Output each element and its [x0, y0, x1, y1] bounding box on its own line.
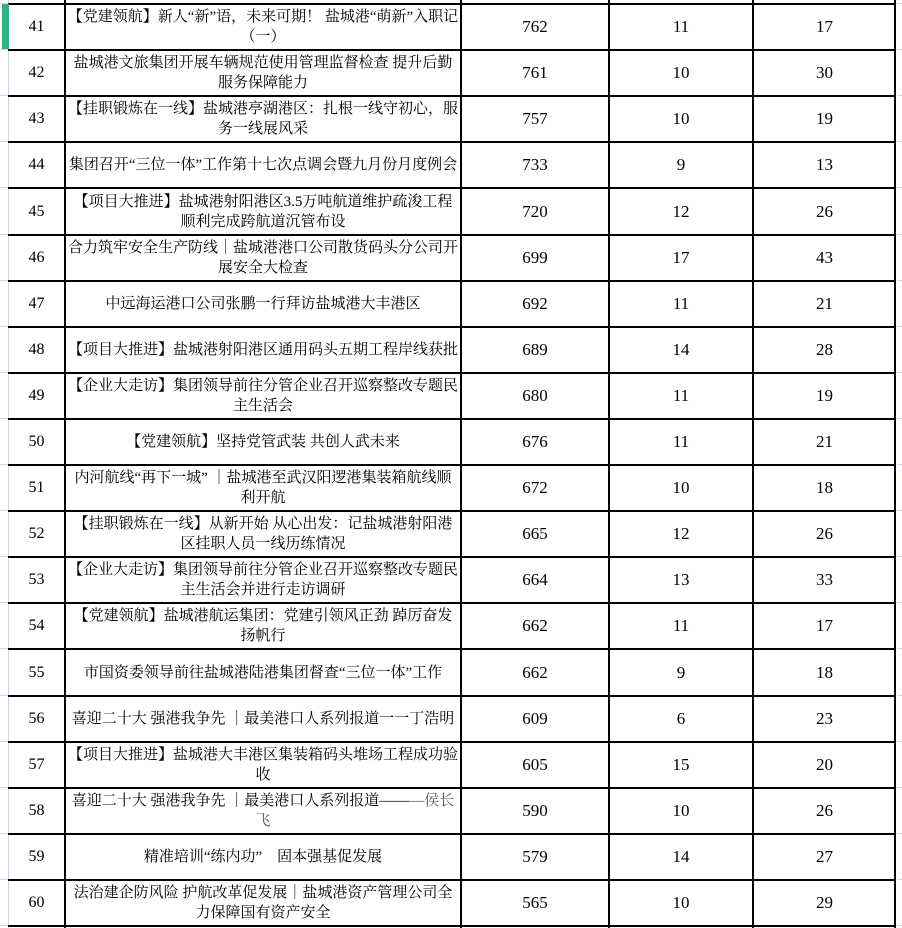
row-border	[8, 879, 896, 881]
row-border	[8, 648, 896, 650]
gridline-stub	[0, 510, 8, 511]
row-border	[8, 187, 896, 189]
row-border	[8, 602, 896, 604]
gridline-stub	[897, 372, 902, 373]
row-border	[8, 787, 896, 789]
gridline-stub	[897, 326, 902, 327]
column-border-2	[460, 0, 462, 928]
gridline-stub	[0, 741, 8, 742]
value-cell-2[interactable]: 9	[676, 155, 686, 174]
row-number-cell[interactable]: 48	[28, 341, 45, 358]
title-cell[interactable]	[65, 374, 461, 418]
row-number-cell[interactable]: 49	[28, 387, 45, 404]
value-cell-1[interactable]: 609	[522, 709, 548, 728]
table-row	[8, 650, 896, 695]
row-border	[8, 326, 896, 328]
value-cell-3[interactable]: 26	[816, 801, 833, 820]
value-cell-1[interactable]: 579	[522, 847, 548, 866]
gridline-stub	[0, 141, 8, 142]
table-row	[8, 189, 896, 234]
title-cell[interactable]	[65, 420, 461, 464]
gridline-stub	[897, 602, 902, 603]
gridline-stub	[0, 326, 8, 327]
title-text: 【项目大推进】盐城港射阳港区3.5万吨航道维护疏浚工程顺利完成跨航道沉管布设	[73, 193, 453, 230]
value-cell-1[interactable]: 757	[522, 109, 548, 128]
title-cell[interactable]	[65, 189, 461, 234]
value-cell-2[interactable]: 11	[672, 17, 690, 36]
row-number-cell[interactable]: 47	[28, 295, 45, 312]
value-cell-3[interactable]: 18	[816, 478, 833, 497]
gridline-stub	[897, 556, 902, 557]
title-text: 集团召开“三位一体”工作第十七次点调会暨九月份月度例会	[68, 157, 458, 173]
gridline-stub	[897, 418, 902, 419]
title-cell[interactable]	[65, 743, 461, 787]
row-border	[8, 510, 896, 512]
row-border	[8, 741, 896, 743]
gridline-stub	[897, 787, 902, 788]
value-cell-1[interactable]: 662	[522, 662, 548, 682]
value-cell-1[interactable]: 676	[522, 432, 548, 451]
title-text: 【项目大推进】盐城港射阳港区通用码头五期工程岸线获批	[67, 342, 458, 358]
title-cell[interactable]	[65, 835, 461, 879]
value-cell-2[interactable]: 10	[672, 478, 690, 497]
gridline-stub	[897, 3, 902, 4]
gridline-stub	[897, 464, 902, 465]
value-cell-2[interactable]: 11	[672, 616, 690, 635]
value-cell-3[interactable]: 18	[816, 662, 833, 682]
gridline-stub	[0, 879, 8, 880]
table-row	[8, 5, 896, 49]
value-cell-3[interactable]: 13	[816, 155, 833, 174]
gridline-stub	[897, 280, 902, 281]
value-cell-2[interactable]: 14	[672, 340, 690, 359]
value-cell-3[interactable]: 17	[816, 17, 833, 36]
value-cell-2[interactable]: 10	[672, 109, 690, 128]
table-row	[8, 51, 896, 95]
value-cell-3[interactable]: 28	[816, 340, 833, 359]
gridline-stub	[897, 925, 902, 926]
title-cell[interactable]	[65, 697, 461, 741]
value-cell-1[interactable]: 680	[522, 386, 548, 405]
title-text: 【挂职锻炼在一线】从新开始 从心出发：记盐城港射阳港区挂职人员一线历练情况	[73, 516, 453, 552]
row-number-cell[interactable]: 51	[28, 479, 45, 496]
column-border-5	[894, 0, 896, 928]
title-cell[interactable]	[65, 789, 461, 833]
value-cell-1[interactable]: 720	[522, 201, 548, 221]
table-row	[8, 466, 896, 510]
table-row	[8, 328, 896, 372]
gridline-stub	[0, 925, 8, 926]
table-row	[8, 282, 896, 326]
row-number-cell[interactable]: 52	[28, 525, 45, 542]
title-cell[interactable]	[65, 881, 461, 925]
value-cell-3[interactable]: 19	[816, 109, 833, 128]
title-text: 内河航线“再下一城” ｜盐城港至武汉阳逻港集装箱航线顺利开航	[74, 470, 452, 506]
value-cell-2[interactable]: 14	[672, 847, 690, 866]
gridline-stub	[897, 49, 902, 50]
gridline-stub	[897, 833, 902, 834]
gridline-stub	[0, 648, 8, 649]
value-cell-3[interactable]: 43	[816, 248, 833, 267]
value-cell-3[interactable]: 26	[816, 524, 833, 543]
title-text: 市国资委领导前往盐城港陆港集团督查“三位一体”工作	[83, 664, 443, 681]
title-text: 【党建领航】坚持党管武装 共创人武未来	[126, 434, 400, 450]
gridline-stub	[897, 510, 902, 511]
value-cell-2[interactable]: 12	[672, 201, 690, 221]
value-cell-3[interactable]: 23	[816, 709, 833, 728]
title-text: 【党建领航】新人“新”语，未来可期！ 盐城港“萌新”入职记（一）	[67, 9, 459, 45]
row-number-cell[interactable]: 45	[28, 202, 45, 220]
title-text: 【企业大走访】集团领导前往分管企业召开巡察整改专题民主生活会并进行走访调研	[67, 562, 458, 598]
title-cell[interactable]	[65, 51, 461, 95]
value-cell-2[interactable]: 17	[672, 248, 690, 267]
gridline-stub	[0, 695, 8, 696]
value-cell-3[interactable]: 27	[816, 847, 833, 866]
title-text: 法治建企防风险 护航改革促发展｜盐城港资产管理公司全力保障国有资产安全	[73, 885, 453, 921]
value-cell-2[interactable]: 11	[672, 294, 690, 313]
row-border	[8, 3, 896, 5]
column-border-3	[608, 0, 610, 928]
row-number-cell[interactable]: 56	[28, 710, 45, 727]
title-cell[interactable]	[65, 143, 461, 187]
row-border	[8, 234, 896, 236]
table-row	[8, 743, 896, 787]
value-cell-3[interactable]: 20	[816, 755, 833, 774]
table-row	[8, 604, 896, 648]
title-cell[interactable]	[65, 604, 461, 648]
row-border	[8, 49, 896, 51]
value-cell-2[interactable]: 15	[672, 755, 690, 774]
row-border	[8, 280, 896, 282]
row-number-cell[interactable]: 55	[28, 663, 45, 681]
gridline-stub	[0, 787, 8, 788]
value-cell-2[interactable]: 10	[672, 63, 690, 82]
value-cell-1[interactable]: 664	[522, 570, 548, 589]
gridline-stub	[897, 187, 902, 188]
title-cell[interactable]	[65, 328, 461, 372]
table-row	[8, 236, 896, 280]
value-cell-2[interactable]: 11	[672, 432, 690, 451]
row-border	[8, 464, 896, 466]
value-cell-2[interactable]: 11	[672, 386, 690, 405]
selection-indicator	[2, 4, 9, 49]
value-cell-2[interactable]: 9	[676, 662, 686, 682]
title-text: 【项目大推进】盐城港大丰港区集装箱码头堆场工程成功验收	[67, 747, 458, 783]
value-cell-1[interactable]: 762	[522, 17, 548, 36]
row-border	[8, 95, 896, 97]
title-text: 【党建领航】盐城港航运集团：党建引领风正劲 踔厉奋发扬帆行	[73, 608, 453, 644]
value-cell-1[interactable]: 605	[522, 755, 548, 774]
table-row	[8, 512, 896, 556]
value-cell-3[interactable]: 19	[816, 386, 833, 405]
value-cell-2[interactable]: 12	[672, 524, 690, 543]
gridline-stub	[0, 833, 8, 834]
table-row	[8, 697, 896, 741]
gridline-stub	[0, 49, 8, 50]
gridline-stub	[0, 95, 8, 96]
title-cell[interactable]	[65, 282, 461, 326]
gridline-stub	[0, 418, 8, 419]
row-number-cell[interactable]: 43	[28, 110, 45, 127]
value-cell-1[interactable]: 689	[522, 340, 548, 359]
row-number-cell[interactable]: 41	[28, 18, 45, 35]
value-cell-1[interactable]: 665	[522, 524, 548, 543]
value-cell-1[interactable]: 733	[522, 155, 548, 174]
row-number-cell[interactable]: 42	[28, 64, 45, 81]
value-cell-2[interactable]: 10	[672, 893, 690, 912]
title-cell[interactable]	[65, 558, 461, 602]
row-number-cell[interactable]: 46	[28, 249, 45, 266]
title-text: 精准培训“练内功” 固本强基促发展	[143, 849, 383, 865]
value-cell-3[interactable]: 17	[816, 616, 833, 635]
value-cell-2[interactable]: 10	[672, 801, 690, 820]
value-cell-1[interactable]: 662	[522, 616, 548, 635]
gridline-stub	[0, 602, 8, 603]
value-cell-1[interactable]: 699	[522, 248, 548, 267]
value-cell-1[interactable]: 692	[522, 294, 548, 313]
row-number-cell[interactable]: 59	[28, 848, 45, 865]
value-cell-1[interactable]: 590	[522, 801, 548, 820]
title-text: 合力筑牢安全生产防线｜盐城港港口公司散货码头分公司开展安全大检查	[67, 240, 458, 276]
value-cell-3[interactable]: 33	[816, 570, 833, 589]
table-row	[8, 558, 896, 602]
table-row	[8, 374, 896, 418]
row-number-cell[interactable]: 50	[28, 433, 45, 450]
row-number-cell[interactable]: 57	[28, 756, 45, 773]
value-cell-2[interactable]: 13	[672, 570, 690, 589]
value-cell-3[interactable]: 30	[816, 63, 833, 82]
gridline-stub	[0, 464, 8, 465]
table-row	[8, 143, 896, 187]
gridline-stub	[0, 280, 8, 281]
title-text: 【企业大走访】集团领导前往分管企业召开巡察整改专题民主生活会	[67, 378, 458, 414]
table-row	[8, 420, 896, 464]
gridline-stub	[897, 879, 902, 880]
gridline-stub	[897, 234, 902, 235]
value-cell-1[interactable]: 565	[522, 893, 548, 912]
gridline-stub	[897, 141, 902, 142]
table-row	[8, 835, 896, 879]
title-cell[interactable]	[65, 5, 461, 49]
table-row	[8, 881, 896, 925]
value-cell-3[interactable]: 29	[816, 893, 833, 912]
title-cell[interactable]	[65, 236, 461, 280]
row-border	[8, 695, 896, 697]
column-border-4	[752, 0, 754, 928]
row-border	[8, 833, 896, 835]
title-suffix-text: —侯长飞	[255, 793, 455, 829]
title-text: 喜迎二十大 强港我争先 ｜最美港口人系列报道一一丁浩明	[71, 711, 455, 727]
title-cell[interactable]	[65, 650, 461, 695]
row-border	[8, 925, 896, 927]
table-row	[8, 789, 896, 833]
title-text: 盐城港文旅集团开展车辆规范使用管理监督检查 提升后勤服务保障能力	[73, 55, 453, 91]
value-cell-3[interactable]: 26	[816, 201, 833, 221]
gridline-stub	[0, 187, 8, 188]
table-row	[8, 97, 896, 141]
gridline-stub	[897, 695, 902, 696]
row-border	[8, 418, 896, 420]
title-text: 【挂职锻炼在一线】盐城港亭湖港区：扎根一线守初心，服务一线展风采	[67, 101, 458, 137]
value-cell-1[interactable]: 672	[522, 478, 548, 497]
gridline-stub	[0, 234, 8, 235]
value-cell-2[interactable]: 6	[676, 709, 686, 728]
title-text: 喜迎二十大 强港我争先 ｜最美港口人系列报道———侯长飞	[71, 793, 455, 829]
gridline-stub	[897, 741, 902, 742]
row-number-cell[interactable]: 54	[28, 617, 45, 634]
row-number-cell[interactable]: 58	[28, 802, 45, 819]
value-cell-3[interactable]: 21	[816, 432, 833, 451]
column-border-1	[64, 0, 66, 928]
row-border	[8, 556, 896, 558]
gridline-stub	[897, 95, 902, 96]
row-number-cell[interactable]: 53	[28, 571, 45, 588]
row-number-cell[interactable]: 44	[28, 156, 45, 173]
gridline-stub	[0, 372, 8, 373]
row-border	[8, 141, 896, 143]
title-text: 中远海运港口公司张鹏一行拜访盐城港大丰港区	[105, 296, 421, 312]
row-border	[8, 372, 896, 374]
title-cell[interactable]	[65, 97, 461, 141]
gridline-stub	[0, 556, 8, 557]
value-cell-1[interactable]: 761	[522, 63, 548, 82]
gridline-stub	[897, 648, 902, 649]
value-cell-3[interactable]: 21	[816, 294, 833, 313]
title-cell[interactable]	[65, 512, 461, 556]
row-number-cell[interactable]: 60	[28, 894, 45, 911]
title-cell[interactable]	[65, 466, 461, 510]
